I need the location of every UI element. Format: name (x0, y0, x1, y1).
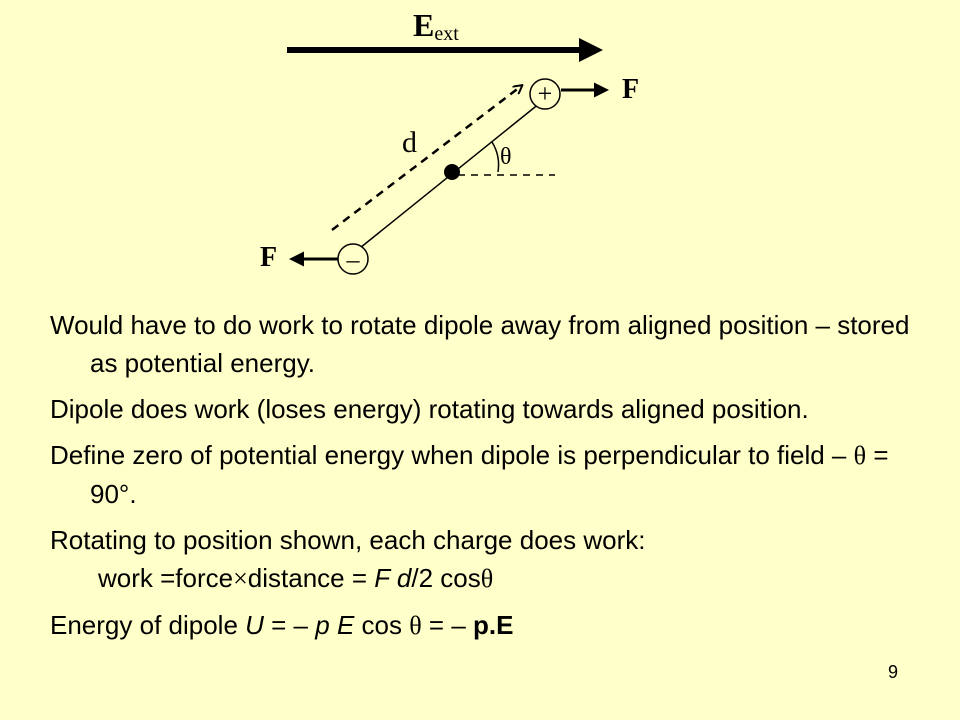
work-formula: work =force×distance = F d/2 cosθ (98, 563, 494, 593)
minus-sign: – (346, 245, 360, 274)
bullet-3: Define zero of potential energy when dipole is perpendicular to field – θ = 90°. (50, 440, 889, 509)
separation-label: d (402, 126, 417, 159)
angle-label: θ (500, 144, 512, 170)
separation-arrow (332, 87, 520, 230)
slide-number: 9 (888, 662, 899, 682)
bullet-5: Energy of dipole U = – p E cos θ = – p.E (50, 610, 514, 640)
plus-sign: + (537, 79, 553, 108)
force-label-left: F (260, 242, 278, 273)
dipole-diagram (0, 0, 960, 300)
dipole-center (444, 164, 460, 180)
bullet-2: Dipole does work (loses energy) rotating towards aligned position. (50, 394, 809, 424)
bullet-list (50, 306, 930, 653)
bullet-4: Rotating to position shown, each charge does work: work =force×distance = F d/2 cosθ (50, 521, 930, 598)
angle-arc (492, 142, 499, 172)
force-label-right: F (622, 74, 640, 105)
bullet-1: Would have to do work to rotate dipole away from aligned position – stored as potential energy. (50, 310, 910, 378)
field-label: Eext (413, 7, 459, 45)
